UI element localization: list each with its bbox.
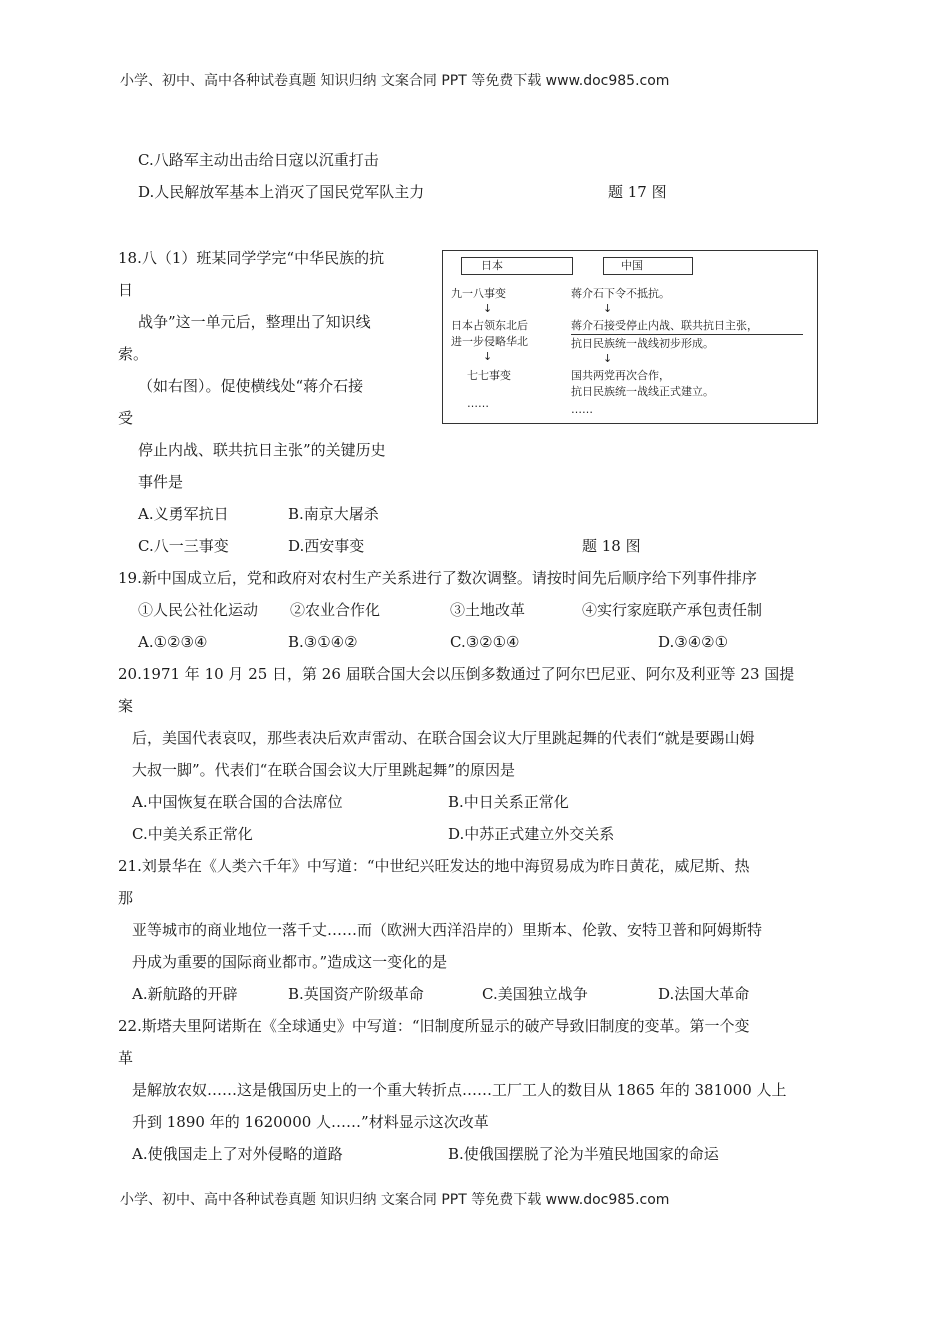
q19-event-3: ③土地改革 bbox=[450, 601, 526, 619]
china-event-3b: 抗日民族统一战线正式建立。 bbox=[571, 385, 714, 398]
q18-stem-line: （如右图）。促使横线处“蒋介石接 bbox=[138, 377, 364, 395]
down-arrow-icon: ↓ bbox=[483, 302, 493, 315]
china-event-ellipsis: …… bbox=[571, 403, 593, 416]
japan-event-1: 九一八事变 bbox=[451, 287, 506, 300]
q19-event-2: ②农业合作化 bbox=[290, 601, 381, 619]
q19-option-b: B.③①④② bbox=[288, 633, 358, 651]
q19-option-c: C.③②①④ bbox=[450, 633, 520, 651]
q20-option-b: B.中日关系正常化 bbox=[448, 793, 569, 811]
page-header: 小学、初中、高中各种试卷真题 知识归纳 文案合同 PPT 等免费下载 www.doc985.com bbox=[120, 73, 670, 89]
q19-option-d: D.③④②① bbox=[658, 633, 729, 651]
q21-stem-line: 那 bbox=[118, 889, 134, 907]
q18-stem-line: 事件是 bbox=[138, 473, 184, 491]
q18-knowledge-figure bbox=[442, 250, 818, 424]
q21-stem-line: 21.刘景华在《人类六千年》中写道：“中世纪兴旺发达的地中海贸易成为昨日黄花，威尼斯、热 bbox=[118, 857, 750, 875]
down-arrow-icon: ↓ bbox=[603, 302, 613, 315]
down-arrow-icon: ↓ bbox=[483, 350, 493, 363]
q19-stem: 19.新中国成立后，党和政府对农村生产关系进行了数次调整。请按时间先后顺序给下列事件排序 bbox=[118, 569, 757, 587]
q21-option-c: C.美国独立战争 bbox=[482, 985, 588, 1003]
q21-option-d: D.法国大革命 bbox=[658, 985, 750, 1003]
q17-option-c: C.八路军主动出击给日寇以沉重打击 bbox=[138, 151, 379, 169]
q18-option-b: B.南京大屠杀 bbox=[288, 505, 379, 523]
q22-stem-line: 是解放农奴……这是俄国历史上的一个重大转折点……工厂工人的数目从 1865 年的 381000 人上 bbox=[132, 1081, 787, 1099]
blank-underline bbox=[571, 334, 803, 335]
q17-option-d: D.人民解放军基本上消灭了国民党军队主力 bbox=[138, 183, 425, 201]
q18-stem-line: 战争”这一单元后，整理出了知识线 bbox=[138, 313, 371, 331]
q21-stem-line: 亚等城市的商业地位一落千丈……而（欧洲大西洋沿岸的）里斯本、伦敦、安特卫普和阿姆斯特 bbox=[132, 921, 763, 939]
q20-stem-line: 大叔一脚”。代表们“在联合国会议大厅里跳起舞”的原因是 bbox=[132, 761, 516, 779]
q20-stem-line: 20.1971 年 10 月 25 日，第 26 届联合国大会以压倒多数通过了阿尔巴尼亚、阿尔及利亚等 23 国提 bbox=[118, 665, 795, 683]
china-event-2b: 抗日民族统一战线初步形成。 bbox=[571, 337, 714, 350]
q20-stem-line: 案 bbox=[118, 697, 134, 715]
page-footer: 小学、初中、高中各种试卷真题 知识归纳 文案合同 PPT 等免费下载 www.doc985.com bbox=[120, 1192, 670, 1208]
japan-header: 日本 bbox=[481, 259, 503, 272]
china-event-2a: 蒋介石接受停止内战、联共抗日主张， bbox=[571, 319, 758, 332]
japan-event-3: 七七事变 bbox=[467, 369, 511, 382]
japan-header-box bbox=[461, 257, 573, 275]
q20-option-c: C.中美关系正常化 bbox=[132, 825, 253, 843]
q19-event-1: ①人民公社化运动 bbox=[138, 601, 259, 619]
down-arrow-icon: ↓ bbox=[603, 352, 613, 365]
q20-stem-line: 后，美国代表哀叹，那些表决后欢声雷动、在联合国会议大厅里跳起舞的代表们“就是要踢山姆 bbox=[132, 729, 755, 747]
q17-figure-label: 题 17 图 bbox=[608, 183, 667, 201]
q22-stem-line: 革 bbox=[118, 1049, 134, 1067]
q21-option-b: B.英国资产阶级革命 bbox=[288, 985, 424, 1003]
q18-stem-line: 18.八（1）班某同学学完“中华民族的抗 bbox=[118, 249, 385, 267]
q20-option-a: A.中国恢复在联合国的合法席位 bbox=[132, 793, 343, 811]
q22-stem-line: 22.斯塔夫里阿诺斯在《全球通史》中写道：“旧制度所显示的破产导致旧制度的变革。第一个变 bbox=[118, 1017, 750, 1035]
q18-stem-line: 日 bbox=[118, 281, 134, 299]
china-event-3a: 国共两党再次合作， bbox=[571, 369, 670, 382]
q18-option-d: D.西安事变 bbox=[288, 537, 365, 555]
q20-option-d: D.中苏正式建立外交关系 bbox=[448, 825, 615, 843]
japan-event-2b: 进一步侵略华北 bbox=[451, 335, 528, 348]
q22-option-a: A.使俄国走上了对外侵略的道路 bbox=[132, 1145, 343, 1163]
q22-option-b: B.使俄国摆脱了沦为半殖民地国家的命运 bbox=[448, 1145, 719, 1163]
q18-option-c: C.八一三事变 bbox=[138, 537, 229, 555]
q18-stem-line: 受 bbox=[118, 409, 134, 427]
japan-event-ellipsis: …… bbox=[467, 397, 489, 410]
q18-option-a: A.义勇军抗日 bbox=[138, 505, 229, 523]
china-header-box bbox=[603, 257, 693, 275]
japan-event-2a: 日本占领东北后 bbox=[451, 319, 528, 332]
q21-stem-line: 丹成为重要的国际商业都市。”造成这一变化的是 bbox=[132, 953, 448, 971]
q19-event-4: ④实行家庭联产承包责任制 bbox=[582, 601, 763, 619]
q18-stem-line: 索。 bbox=[118, 345, 149, 363]
china-event-1: 蒋介石下令不抵抗。 bbox=[571, 287, 670, 300]
q22-stem-line: 升到 1890 年的 1620000 人……”材料显示这次改革 bbox=[132, 1113, 489, 1131]
q18-figure-label: 题 18 图 bbox=[582, 537, 641, 555]
china-header: 中国 bbox=[621, 259, 643, 272]
q19-option-a: A.①②③④ bbox=[138, 633, 208, 651]
q18-stem-line: 停止内战、联共抗日主张”的关键历史 bbox=[138, 441, 386, 459]
q21-option-a: A.新航路的开辟 bbox=[132, 985, 238, 1003]
